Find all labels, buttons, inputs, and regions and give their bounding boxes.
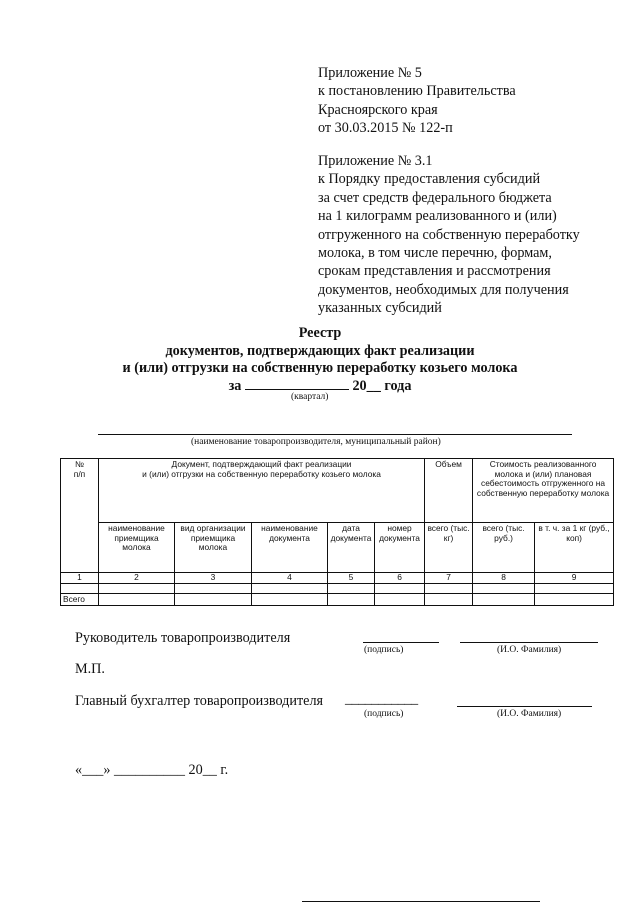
head-name-line[interactable] [460, 642, 598, 643]
order-appendix-line: молока, в том числе перечню, формам, [318, 245, 552, 262]
table-cell[interactable] [99, 594, 175, 606]
accountant-signature-caption: (подпись) [364, 709, 404, 719]
header-document-date: дата документа [328, 523, 375, 573]
head-label: Руководитель товаропроизводителя [75, 630, 291, 646]
accountant-label: Главный бухгалтер товаропроизводителя [75, 693, 324, 709]
table-cell[interactable] [252, 584, 328, 594]
accountant-name-line[interactable] [457, 706, 592, 707]
producer-name-line[interactable] [98, 434, 572, 435]
order-appendix-line: указанных субсидий [318, 300, 442, 317]
order-appendix-line: на 1 килограмм реализованного и (или) [318, 208, 557, 225]
appendix-line: Приложение № 5 [318, 65, 422, 81]
period-year: 20__ года [352, 377, 412, 394]
header-volume: Объем [425, 459, 473, 523]
accountant-name-caption: (И.О. Фамилия) [497, 709, 562, 719]
date-line [75, 762, 228, 779]
header-row-number: № п/п [61, 459, 99, 573]
date-year: 20__ г. [188, 762, 229, 778]
table-cell[interactable] [99, 584, 175, 594]
column-number: 5 [328, 573, 375, 584]
table-row [61, 584, 614, 594]
column-number: 6 [375, 573, 425, 584]
table-cell[interactable] [175, 594, 252, 606]
order-appendix-line: срокам представления и рассмотрения [318, 263, 551, 280]
title-line: документов, подтверждающих факт реализации [165, 342, 475, 359]
header-cost-per-kg: в т. ч. за 1 кг (руб., коп) [535, 523, 614, 573]
header-cost-group: Стоимость реализованного молока и (или) плановая себестоимость отгруженного на собственную переработку молока [473, 459, 614, 523]
header-receiver-name: наименование приемщика молока [99, 523, 175, 573]
date-day[interactable]: «___» [75, 762, 111, 778]
table-cell[interactable] [473, 584, 535, 594]
appendix-header [318, 64, 516, 138]
table-cell[interactable] [535, 584, 614, 594]
column-number-row [61, 573, 614, 584]
head-name-caption: (И.О. Фамилия) [497, 645, 562, 655]
appendix-line: от 30.03.2015 № 122-п [318, 120, 453, 137]
total-label: Всего [61, 594, 99, 606]
header-volume-total: всего (тыс. кг) [425, 523, 473, 573]
header-cost-total: всего (тыс. руб.) [473, 523, 535, 573]
column-number: 8 [473, 573, 535, 584]
column-number: 7 [425, 573, 473, 584]
period-caption: (квартал) [291, 392, 329, 402]
order-appendix-line: Приложение № 3.1 [318, 153, 433, 169]
header-document-number: номер документа [375, 523, 425, 573]
table-cell[interactable] [473, 594, 535, 606]
order-appendix-line: документов, необходимых для получения [318, 281, 569, 298]
appendix-line: Красноярского края [318, 101, 438, 118]
registry-table [60, 458, 614, 606]
table-cell[interactable] [61, 584, 99, 594]
order-appendix-line: за счет средств федерального бюджета [318, 189, 552, 206]
order-appendix-header [318, 152, 580, 318]
column-number: 9 [535, 573, 614, 584]
period-blank[interactable] [245, 389, 349, 390]
title-line: Реестр [298, 325, 342, 341]
head-signature-caption: (подпись) [364, 645, 404, 655]
column-number: 3 [175, 573, 252, 584]
table-cell[interactable] [175, 584, 252, 594]
table-subheader-row [61, 523, 614, 573]
column-number: 1 [61, 573, 99, 584]
appendix-line: к постановлению Правительства [318, 83, 516, 100]
header-document-group: Документ, подтверждающий факт реализации и (или) отгрузки на собственную переработку козьего молока [99, 459, 425, 523]
date-month[interactable]: __________ [114, 762, 185, 778]
table-cell[interactable] [425, 584, 473, 594]
order-appendix-line: отгруженного на собственную переработку [318, 226, 580, 243]
table-cell[interactable] [375, 594, 425, 606]
document-title [0, 325, 640, 395]
table-header-row [61, 459, 614, 523]
column-number: 4 [252, 573, 328, 584]
table-cell[interactable] [535, 594, 614, 606]
bottom-divider [302, 901, 540, 902]
column-number: 2 [99, 573, 175, 584]
table-cell[interactable] [375, 584, 425, 594]
table-cell[interactable] [252, 594, 328, 606]
producer-caption: (наименование товаропроизводителя, муниципальный район) [191, 437, 441, 447]
header-document-name: наименование документа [252, 523, 328, 573]
stamp-label: М.П. [75, 661, 105, 677]
table-cell[interactable] [328, 584, 375, 594]
head-signature-line[interactable] [363, 642, 439, 643]
total-row [61, 594, 614, 606]
title-line: и (или) отгрузки на собственную переработку козьего молока [122, 360, 518, 376]
table-cell[interactable] [425, 594, 473, 606]
table-cell[interactable] [328, 594, 375, 606]
period-prefix: за [228, 377, 242, 394]
order-appendix-line: к Порядку предоставления субсидий [318, 171, 541, 188]
header-receiver-type: вид организации приемщика молока [175, 523, 252, 573]
accountant-signature-line[interactable]: ___________ [345, 691, 418, 707]
